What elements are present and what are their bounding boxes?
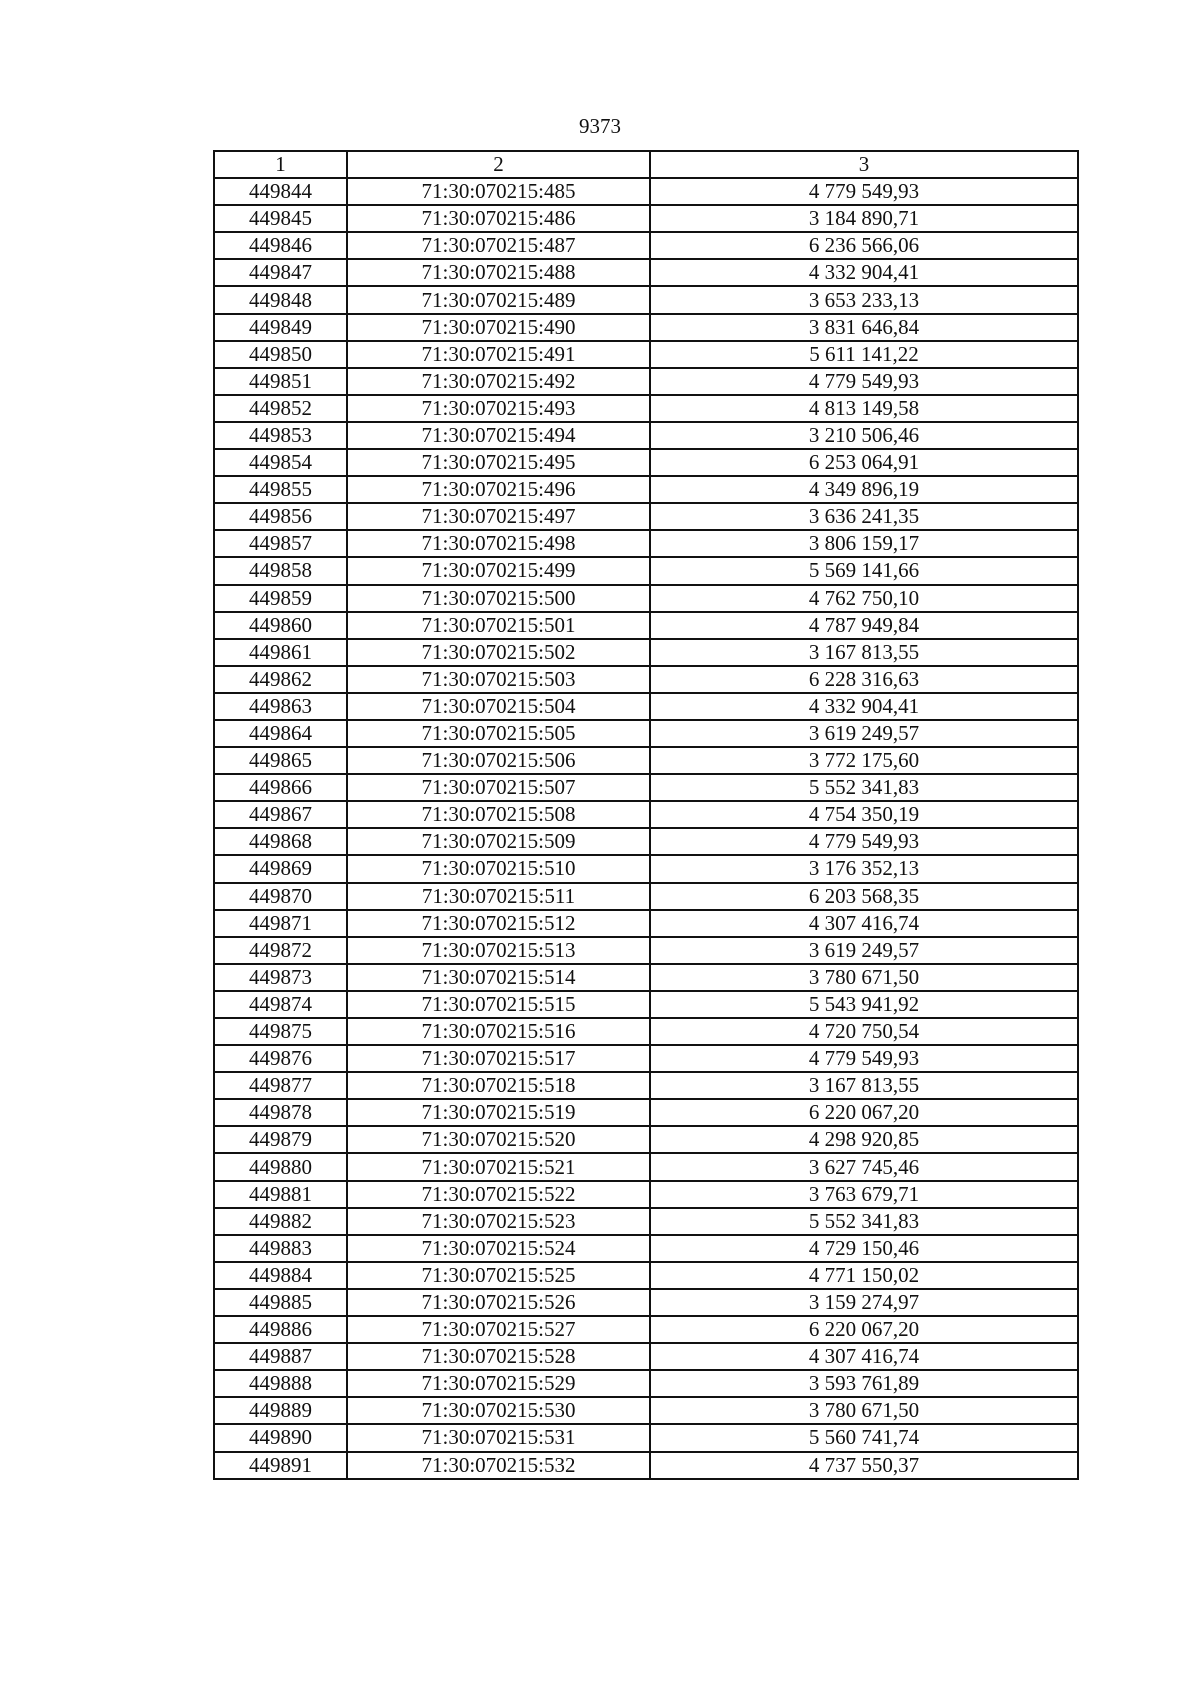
row-number-cell: 449873: [214, 964, 347, 991]
cadastral-value-cell: 4 813 149,58: [650, 395, 1078, 422]
table-row: [214, 1099, 1078, 1126]
cadastral-number-cell: 71:30:070215:526: [347, 1289, 650, 1316]
table-row: [214, 205, 1078, 232]
cadastral-number-cell: 71:30:070215:485: [347, 178, 650, 205]
cadastral-number-cell: 71:30:070215:525: [347, 1262, 650, 1289]
table-body: [214, 178, 1078, 1479]
row-number-cell: 449887: [214, 1343, 347, 1370]
cadastral-number-cell: 71:30:070215:507: [347, 774, 650, 801]
cadastral-number-cell: 71:30:070215:531: [347, 1424, 650, 1451]
cadastral-value-cell: 3 653 233,13: [650, 286, 1078, 313]
cadastral-value-cell: 6 228 316,63: [650, 666, 1078, 693]
table-row: [214, 503, 1078, 530]
cadastral-number-cell: 71:30:070215:505: [347, 720, 650, 747]
table-row: [214, 232, 1078, 259]
table-row: [214, 883, 1078, 910]
table-row: [214, 612, 1078, 639]
table-row: [214, 314, 1078, 341]
cadastral-number-cell: 71:30:070215:489: [347, 286, 650, 313]
cadastral-value-cell: 4 298 920,85: [650, 1126, 1078, 1153]
row-number-cell: 449856: [214, 503, 347, 530]
cadastral-value-cell: 5 611 141,22: [650, 341, 1078, 368]
cadastral-value-cell: 4 729 150,46: [650, 1235, 1078, 1262]
cadastral-number-cell: 71:30:070215:488: [347, 259, 650, 286]
cadastral-number-cell: 71:30:070215:504: [347, 693, 650, 720]
row-number-cell: 449844: [214, 178, 347, 205]
cadastral-number-cell: 71:30:070215:517: [347, 1045, 650, 1072]
column-header-1: 1: [214, 151, 347, 178]
cadastral-value-cell: 4 779 549,93: [650, 828, 1078, 855]
cadastral-value-cell: 3 763 679,71: [650, 1181, 1078, 1208]
cadastral-value-cell: 4 332 904,41: [650, 259, 1078, 286]
row-number-cell: 449857: [214, 530, 347, 557]
cadastral-number-cell: 71:30:070215:520: [347, 1126, 650, 1153]
cadastral-number-cell: 71:30:070215:523: [347, 1208, 650, 1235]
table-row: [214, 910, 1078, 937]
table-row: [214, 1235, 1078, 1262]
cadastral-number-cell: 71:30:070215:506: [347, 747, 650, 774]
row-number-cell: 449865: [214, 747, 347, 774]
cadastral-value-cell: 3 619 249,57: [650, 937, 1078, 964]
cadastral-value-cell: 6 236 566,06: [650, 232, 1078, 259]
cadastral-value-cell: 3 636 241,35: [650, 503, 1078, 530]
row-number-cell: 449884: [214, 1262, 347, 1289]
row-number-cell: 449854: [214, 449, 347, 476]
table-header-row: [214, 151, 1078, 178]
cadastral-number-cell: 71:30:070215:494: [347, 422, 650, 449]
table-row: [214, 1452, 1078, 1479]
row-number-cell: 449860: [214, 612, 347, 639]
row-number-cell: 449871: [214, 910, 347, 937]
table-row: [214, 259, 1078, 286]
table-row: [214, 855, 1078, 882]
table-row: [214, 1126, 1078, 1153]
row-number-cell: 449883: [214, 1235, 347, 1262]
row-number-cell: 449888: [214, 1370, 347, 1397]
row-number-cell: 449882: [214, 1208, 347, 1235]
cadastral-value-cell: 4 779 549,93: [650, 178, 1078, 205]
row-number-cell: 449890: [214, 1424, 347, 1451]
table-row: [214, 666, 1078, 693]
cadastral-number-cell: 71:30:070215:490: [347, 314, 650, 341]
table-row: [214, 720, 1078, 747]
cadastral-number-cell: 71:30:070215:493: [347, 395, 650, 422]
cadastral-value-cell: 4 762 750,10: [650, 585, 1078, 612]
row-number-cell: 449881: [214, 1181, 347, 1208]
cadastral-value-cell: 3 210 506,46: [650, 422, 1078, 449]
table-row: [214, 557, 1078, 584]
table-row: [214, 395, 1078, 422]
cadastral-value-cell: 3 780 671,50: [650, 1397, 1078, 1424]
table-row: [214, 1181, 1078, 1208]
table-row: [214, 639, 1078, 666]
row-number-cell: 449848: [214, 286, 347, 313]
cadastral-value-cell: 3 627 745,46: [650, 1153, 1078, 1180]
table-row: [214, 828, 1078, 855]
cadastral-value-cell: 4 332 904,41: [650, 693, 1078, 720]
cadastral-number-cell: 71:30:070215:514: [347, 964, 650, 991]
cadastral-number-cell: 71:30:070215:495: [347, 449, 650, 476]
cadastral-number-cell: 71:30:070215:524: [347, 1235, 650, 1262]
cadastral-value-cell: 5 543 941,92: [650, 991, 1078, 1018]
table-row: [214, 1370, 1078, 1397]
cadastral-value-cell: 4 779 549,93: [650, 1045, 1078, 1072]
cadastral-number-cell: 71:30:070215:518: [347, 1072, 650, 1099]
row-number-cell: 449889: [214, 1397, 347, 1424]
cadastral-value-cell: 4 787 949,84: [650, 612, 1078, 639]
row-number-cell: 449870: [214, 883, 347, 910]
row-number-cell: 449846: [214, 232, 347, 259]
cadastral-number-cell: 71:30:070215:532: [347, 1452, 650, 1479]
cadastral-number-cell: 71:30:070215:519: [347, 1099, 650, 1126]
row-number-cell: 449858: [214, 557, 347, 584]
table-row: [214, 585, 1078, 612]
table-row: [214, 1424, 1078, 1451]
column-header-3: 3: [650, 151, 1078, 178]
row-number-cell: 449874: [214, 991, 347, 1018]
table-row: [214, 449, 1078, 476]
row-number-cell: 449847: [214, 259, 347, 286]
table-row: [214, 964, 1078, 991]
table-row: [214, 1208, 1078, 1235]
row-number-cell: 449852: [214, 395, 347, 422]
table-row: [214, 341, 1078, 368]
cadastral-value-cell: 4 307 416,74: [650, 1343, 1078, 1370]
cadastral-number-cell: 71:30:070215:521: [347, 1153, 650, 1180]
row-number-cell: 449855: [214, 476, 347, 503]
table-row: [214, 422, 1078, 449]
cadastral-value-cell: 3 176 352,13: [650, 855, 1078, 882]
row-number-cell: 449868: [214, 828, 347, 855]
cadastral-value-cell: 4 307 416,74: [650, 910, 1078, 937]
cadastral-value-cell: 3 167 813,55: [650, 1072, 1078, 1099]
cadastral-value-cell: 3 772 175,60: [650, 747, 1078, 774]
cadastral-number-cell: 71:30:070215:502: [347, 639, 650, 666]
cadastral-value-cell: 6 220 067,20: [650, 1316, 1078, 1343]
table-row: [214, 991, 1078, 1018]
cadastral-number-cell: 71:30:070215:487: [347, 232, 650, 259]
table-row: [214, 1262, 1078, 1289]
table-row: [214, 774, 1078, 801]
cadastral-number-cell: 71:30:070215:498: [347, 530, 650, 557]
cadastral-value-cell: 6 203 568,35: [650, 883, 1078, 910]
row-number-cell: 449877: [214, 1072, 347, 1099]
row-number-cell: 449850: [214, 341, 347, 368]
row-number-cell: 449885: [214, 1289, 347, 1316]
cadastral-number-cell: 71:30:070215:529: [347, 1370, 650, 1397]
row-number-cell: 449853: [214, 422, 347, 449]
cadastral-number-cell: 71:30:070215:522: [347, 1181, 650, 1208]
cadastral-value-cell: 4 771 150,02: [650, 1262, 1078, 1289]
row-number-cell: 449866: [214, 774, 347, 801]
row-number-cell: 449886: [214, 1316, 347, 1343]
cadastral-value-cell: 4 779 549,93: [650, 368, 1078, 395]
cadastral-number-cell: 71:30:070215:511: [347, 883, 650, 910]
row-number-cell: 449872: [214, 937, 347, 964]
row-number-cell: 449891: [214, 1452, 347, 1479]
row-number-cell: 449879: [214, 1126, 347, 1153]
table-row: [214, 1343, 1078, 1370]
table-row: [214, 178, 1078, 205]
cadastral-number-cell: 71:30:070215:515: [347, 991, 650, 1018]
cadastral-value-cell: 5 560 741,74: [650, 1424, 1078, 1451]
cadastral-number-cell: 71:30:070215:499: [347, 557, 650, 584]
cadastral-value-cell: 3 184 890,71: [650, 205, 1078, 232]
table-row: [214, 476, 1078, 503]
row-number-cell: 449849: [214, 314, 347, 341]
row-number-cell: 449862: [214, 666, 347, 693]
table-row: [214, 801, 1078, 828]
cadastral-value-cell: 4 349 896,19: [650, 476, 1078, 503]
cadastral-value-cell: 3 780 671,50: [650, 964, 1078, 991]
table-row: [214, 693, 1078, 720]
cadastral-value-cell: 3 593 761,89: [650, 1370, 1078, 1397]
cadastral-value-cell: 6 253 064,91: [650, 449, 1078, 476]
cadastral-value-cell: 5 569 141,66: [650, 557, 1078, 584]
table-row: [214, 368, 1078, 395]
row-number-cell: 449880: [214, 1153, 347, 1180]
row-number-cell: 449859: [214, 585, 347, 612]
cadastral-number-cell: 71:30:070215:527: [347, 1316, 650, 1343]
cadastral-number-cell: 71:30:070215:512: [347, 910, 650, 937]
cadastral-value-cell: 4 754 350,19: [650, 801, 1078, 828]
column-header-2: 2: [347, 151, 650, 178]
row-number-cell: 449864: [214, 720, 347, 747]
cadastral-value-cell: 4 737 550,37: [650, 1452, 1078, 1479]
page-number: 9373: [579, 114, 621, 138]
cadastral-number-cell: 71:30:070215:528: [347, 1343, 650, 1370]
cadastral-number-cell: 71:30:070215:508: [347, 801, 650, 828]
cadastral-value-cell: 5 552 341,83: [650, 774, 1078, 801]
cadastral-number-cell: 71:30:070215:510: [347, 855, 650, 882]
table-row: [214, 1018, 1078, 1045]
cadastral-number-cell: 71:30:070215:530: [347, 1397, 650, 1424]
cadastral-value-cell: 4 720 750,54: [650, 1018, 1078, 1045]
row-number-cell: 449869: [214, 855, 347, 882]
cadastral-number-cell: 71:30:070215:516: [347, 1018, 650, 1045]
row-number-cell: 449876: [214, 1045, 347, 1072]
row-number-cell: 449878: [214, 1099, 347, 1126]
table-row: [214, 1397, 1078, 1424]
table-row: [214, 937, 1078, 964]
row-number-cell: 449867: [214, 801, 347, 828]
cadastral-number-cell: 71:30:070215:503: [347, 666, 650, 693]
cadastral-number-cell: 71:30:070215:501: [347, 612, 650, 639]
cadastral-number-cell: 71:30:070215:509: [347, 828, 650, 855]
cadastral-number-cell: 71:30:070215:492: [347, 368, 650, 395]
table-row: [214, 1045, 1078, 1072]
row-number-cell: 449875: [214, 1018, 347, 1045]
table-row: [214, 286, 1078, 313]
cadastral-number-cell: 71:30:070215:513: [347, 937, 650, 964]
cadastral-value-cell: 3 159 274,97: [650, 1289, 1078, 1316]
row-number-cell: 449861: [214, 639, 347, 666]
cadastral-number-cell: 71:30:070215:486: [347, 205, 650, 232]
cadastral-number-cell: 71:30:070215:496: [347, 476, 650, 503]
cadastral-value-cell: 3 806 159,17: [650, 530, 1078, 557]
cadastral-value-cell: 6 220 067,20: [650, 1099, 1078, 1126]
table-row: [214, 1153, 1078, 1180]
table-row: [214, 530, 1078, 557]
row-number-cell: 449845: [214, 205, 347, 232]
table-row: [214, 1316, 1078, 1343]
cadastral-number-cell: 71:30:070215:497: [347, 503, 650, 530]
cadastral-value-cell: 3 167 813,55: [650, 639, 1078, 666]
table-row: [214, 1289, 1078, 1316]
cadastral-value-cell: 3 831 646,84: [650, 314, 1078, 341]
table-row: [214, 747, 1078, 774]
cadastral-number-cell: 71:30:070215:491: [347, 341, 650, 368]
row-number-cell: 449851: [214, 368, 347, 395]
cadastral-number-cell: 71:30:070215:500: [347, 585, 650, 612]
row-number-cell: 449863: [214, 693, 347, 720]
cadastral-value-cell: 3 619 249,57: [650, 720, 1078, 747]
table-row: [214, 1072, 1078, 1099]
cadastral-value-table: [213, 150, 1079, 1480]
cadastral-value-cell: 5 552 341,83: [650, 1208, 1078, 1235]
